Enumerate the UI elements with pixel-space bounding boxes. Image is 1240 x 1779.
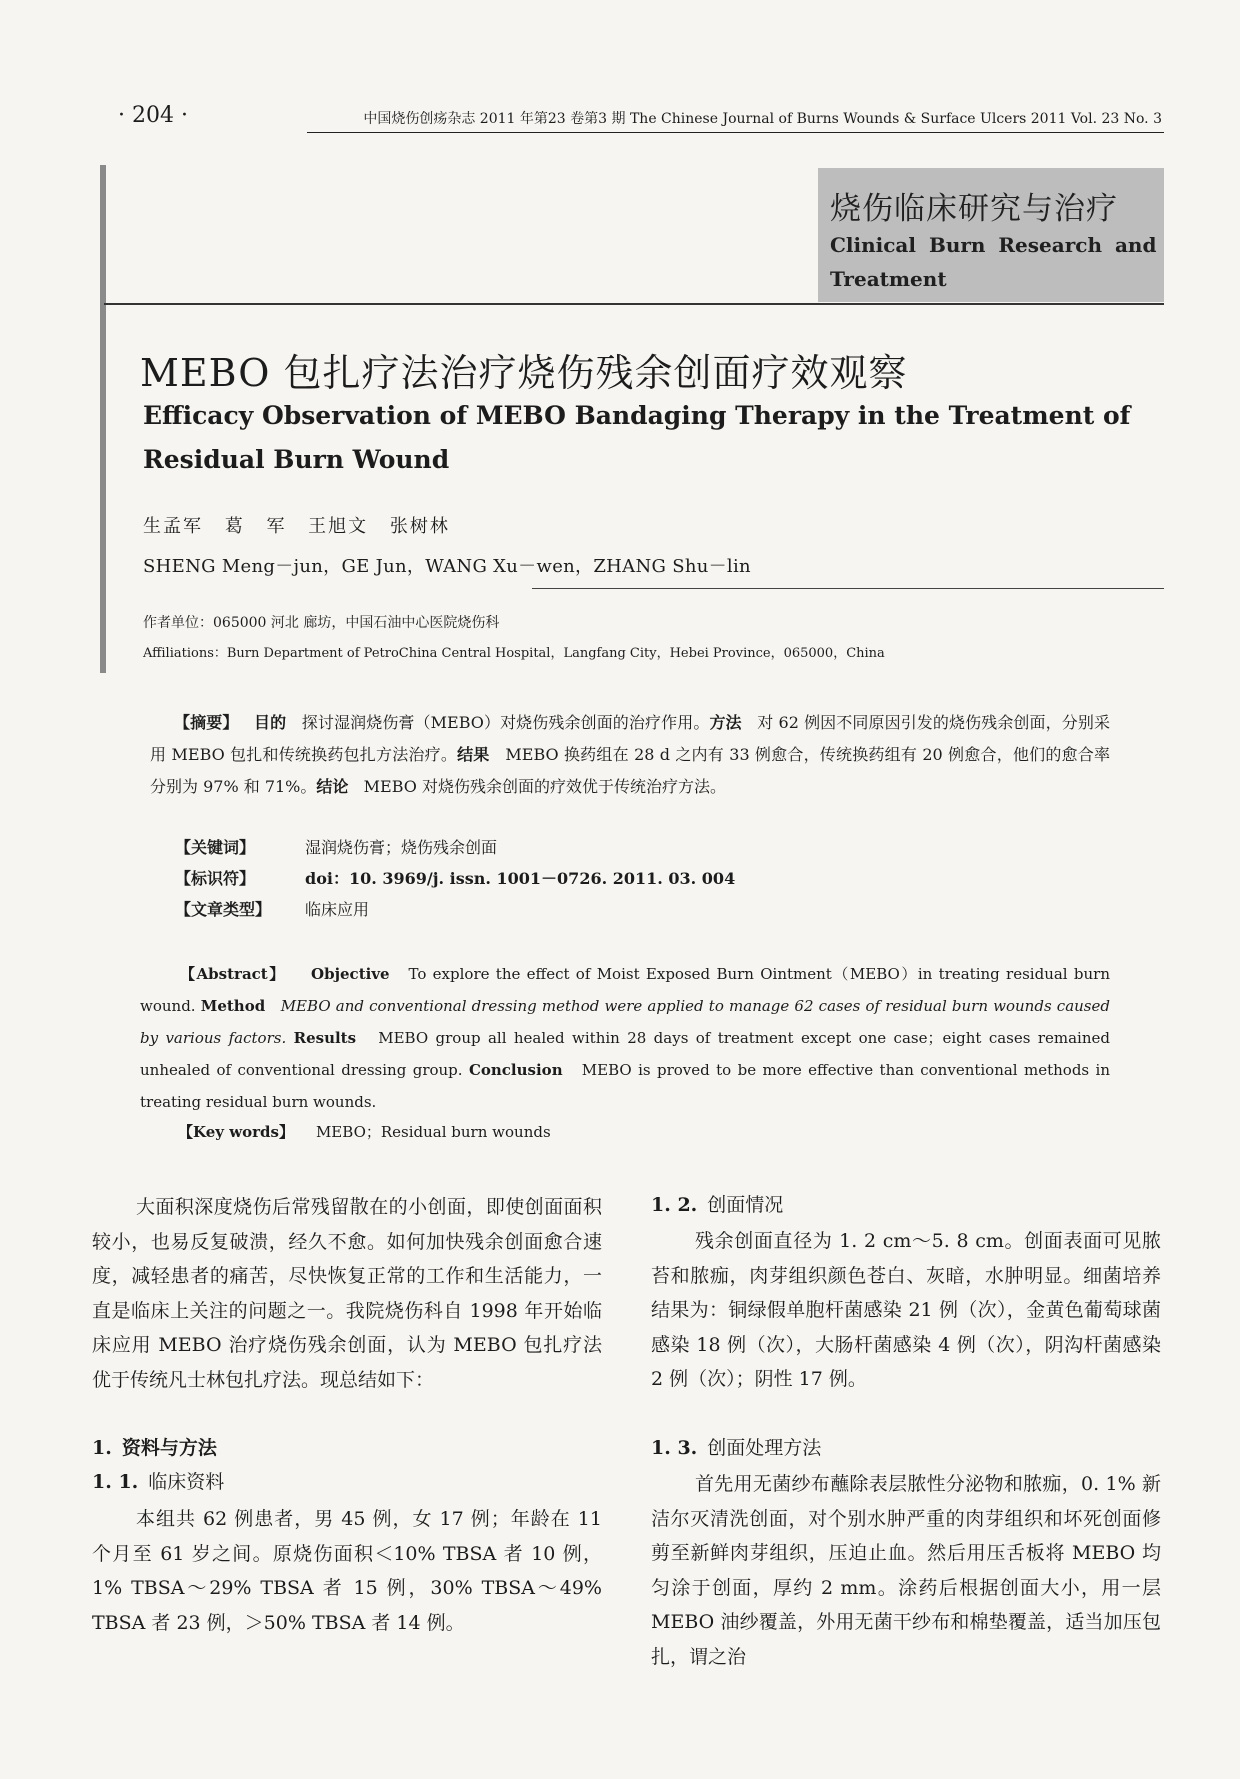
keywords-label-cn: 【关键词】 (175, 838, 256, 857)
doi-value: doi：10. 3969/j. issn. 1001－0726. 2011. 03. 004 (305, 869, 736, 888)
objective-label-cn: 目的 (254, 713, 287, 732)
heading-number: 1. 3. (651, 1437, 698, 1459)
header-rule (307, 132, 1164, 133)
identifier-label: 【标识符】 (175, 869, 256, 888)
identifier (175, 866, 735, 889)
heading-text: 创面处理方法 (707, 1437, 822, 1459)
methods-label-cn: 方法 (709, 713, 742, 732)
heading-wound-condition (651, 1190, 783, 1217)
title-rule (104, 303, 1164, 305)
section-title-en: Clinical Burn Research and Treatment (830, 233, 1157, 291)
heading-number: 1. 2. (651, 1194, 698, 1216)
keywords-en (178, 1121, 551, 1142)
keywords-label-en: 【Key words】 (178, 1123, 294, 1141)
section-title-cn: 烧伤临床研究与治疗 (830, 191, 1118, 227)
conclusion-text-cn: MEBO 对烧伤残余创面的疗效优于传统治疗方法。 (363, 777, 726, 796)
objective-text-en: To explore the effect of Moist Exposed Burn Ointment（MEBO）in treating residual burn wound. (140, 965, 1111, 1015)
affiliation-cn: 作者单位：065000 河北 廊坊，中国石油中心医院烧伤科 (143, 615, 500, 631)
heading-clinical-data (92, 1467, 224, 1494)
running-header: 中国烧伤创疡杂志 2011 年第23 卷第3 期 The Chinese Journal of Burns Wounds & Surface Ulcers 2011 Vol. 23 No. 3 (363, 111, 1162, 127)
article-title-en: Efficacy Observation of MEBO Bandaging Therapy in the Treatment of Residual Burn Wound (143, 401, 1131, 474)
abstract-en-label: 【Abstract】 (180, 965, 286, 983)
results-label-en: Results (293, 1029, 357, 1047)
methods-text-en: MEBO and conventional dressing method were applied to manage 62 cases of residual burn wounds caused by various factors. (140, 997, 1110, 1047)
results-text-en: MEBO group all healed within 28 days of treatment except one case；eight cases remained unhealed of conventional dressing group. (140, 1029, 1110, 1079)
results-text-cn: MEBO 换药组在 28 d 之内有 33 例愈合，传统换药组有 20 例愈合，他们的愈合率分别为 97% 和 71%。 (150, 745, 1110, 796)
keywords-value-cn: 湿润烧伤膏；烧伤残余创面 (305, 838, 498, 857)
heading-wound-treatment (651, 1433, 821, 1460)
wound-treatment-paragraph: 首先用无菌纱布蘸除表层脓性分泌物和脓痂，0. 1% 新洁尔灭清洗创面，对个别水肿严重的肉芽组织和坏死创面修剪至新鲜肉芽组织，压迫止血。然后用压舌板将 MEBO 均匀涂于创面，厚约 2 mm。涂药后根据创面大小，用一层 MEBO 油纱覆盖，外用无菌干纱布和棉垫覆盖，适当加压包扎，谓之治 (651, 1473, 1161, 1668)
article-type-value: 临床应用 (305, 900, 370, 919)
article-type (175, 897, 369, 920)
conclusion-label-cn: 结论 (316, 777, 349, 796)
wound-condition-paragraph: 残余创面直径为 1. 2 cm～5. 8 cm。创面表面可见脓苔和脓痂，肉芽组织颜色苍白、灰暗，水肿明显。细菌培养结果为：铜绿假单胞杆菌感染 21 例（次），金黄色葡萄球菌感染 18 例（次），大肠杆菌感染 4 例（次），阴沟杆菌感染 2 例（次）；阴性 17 例。 (651, 1230, 1161, 1390)
keywords-value-en: MEBO；Residual burn wounds (315, 1123, 551, 1141)
article-title-cn: MEBO 包扎疗法治疗烧伤残余创面疗效观察 (140, 351, 908, 395)
methods-text-cn: 对 62 例因不同原因引发的烧伤残余创面，分别采用 MEBO 包扎和传统换药包扎方法治疗。 (150, 713, 1110, 764)
heading-number: 1. 1. (92, 1471, 139, 1493)
conclusion-label-en: Conclusion (468, 1061, 563, 1079)
heading-text: 临床资料 (148, 1471, 225, 1493)
article-type-label: 【文章类型】 (175, 900, 272, 919)
heading-text: 创面情况 (707, 1194, 784, 1216)
heading-materials-methods (92, 1433, 217, 1460)
left-margin-bar (100, 165, 106, 673)
keywords-cn (175, 835, 497, 858)
abstract-cn-label: 【摘要】 (174, 713, 239, 732)
intro-paragraph: 大面积深度烧伤后常残留散在的小创面，即使创面面积较小，也易反复破溃，经久不愈。如何加快残余创面愈合速度，减轻患者的痛苦，尽快恢复正常的工作和生活能力，一直是临床上关注的问题之一。我院烧伤科自 1998 年开始临床应用 MEBO 治疗烧伤残余创面，认为 MEBO 包扎疗法优于传统凡士林包扎疗法。现总结如下： (92, 1196, 602, 1391)
methods-label-en: Method (200, 997, 266, 1015)
heading-number: 1. (92, 1437, 112, 1459)
affiliation-en: Affiliations：Burn Department of PetroChina Central Hospital，Langfang City，Hebei Province，065000，China (143, 646, 885, 661)
conclusion-text-en: MEBO is proved to be more effective than conventional methods in treating residual burn wounds. (140, 1061, 1110, 1111)
abstract-en (140, 958, 1110, 1118)
author-rule (532, 588, 1164, 589)
authors-cn: 生孟军 葛 军 王旭文 张树林 (143, 516, 450, 537)
heading-text: 资料与方法 (121, 1437, 217, 1459)
objective-label-en: Objective (311, 965, 390, 983)
abstract-cn (150, 707, 1110, 803)
authors-en: SHENG Meng－jun，GE Jun，WANG Xu－wen，ZHANG Shu－lin (143, 556, 751, 577)
results-label-cn: 结果 (457, 745, 490, 764)
clinical-data-paragraph: 本组共 62 例患者，男 45 例，女 17 例；年龄在 11 个月至 61 岁之间。原烧伤面积＜10% TBSA 者 10 例，1% TBSA～29% TBSA 者 15 例，30% TBSA～49% TBSA 者 23 例，＞50% TBSA 者 14 例。 (92, 1508, 602, 1634)
objective-text-cn: 探讨湿润烧伤膏（MEBO）对烧伤残余创面的治疗作用。 (301, 713, 710, 732)
page-number: · 204 · (118, 103, 188, 128)
